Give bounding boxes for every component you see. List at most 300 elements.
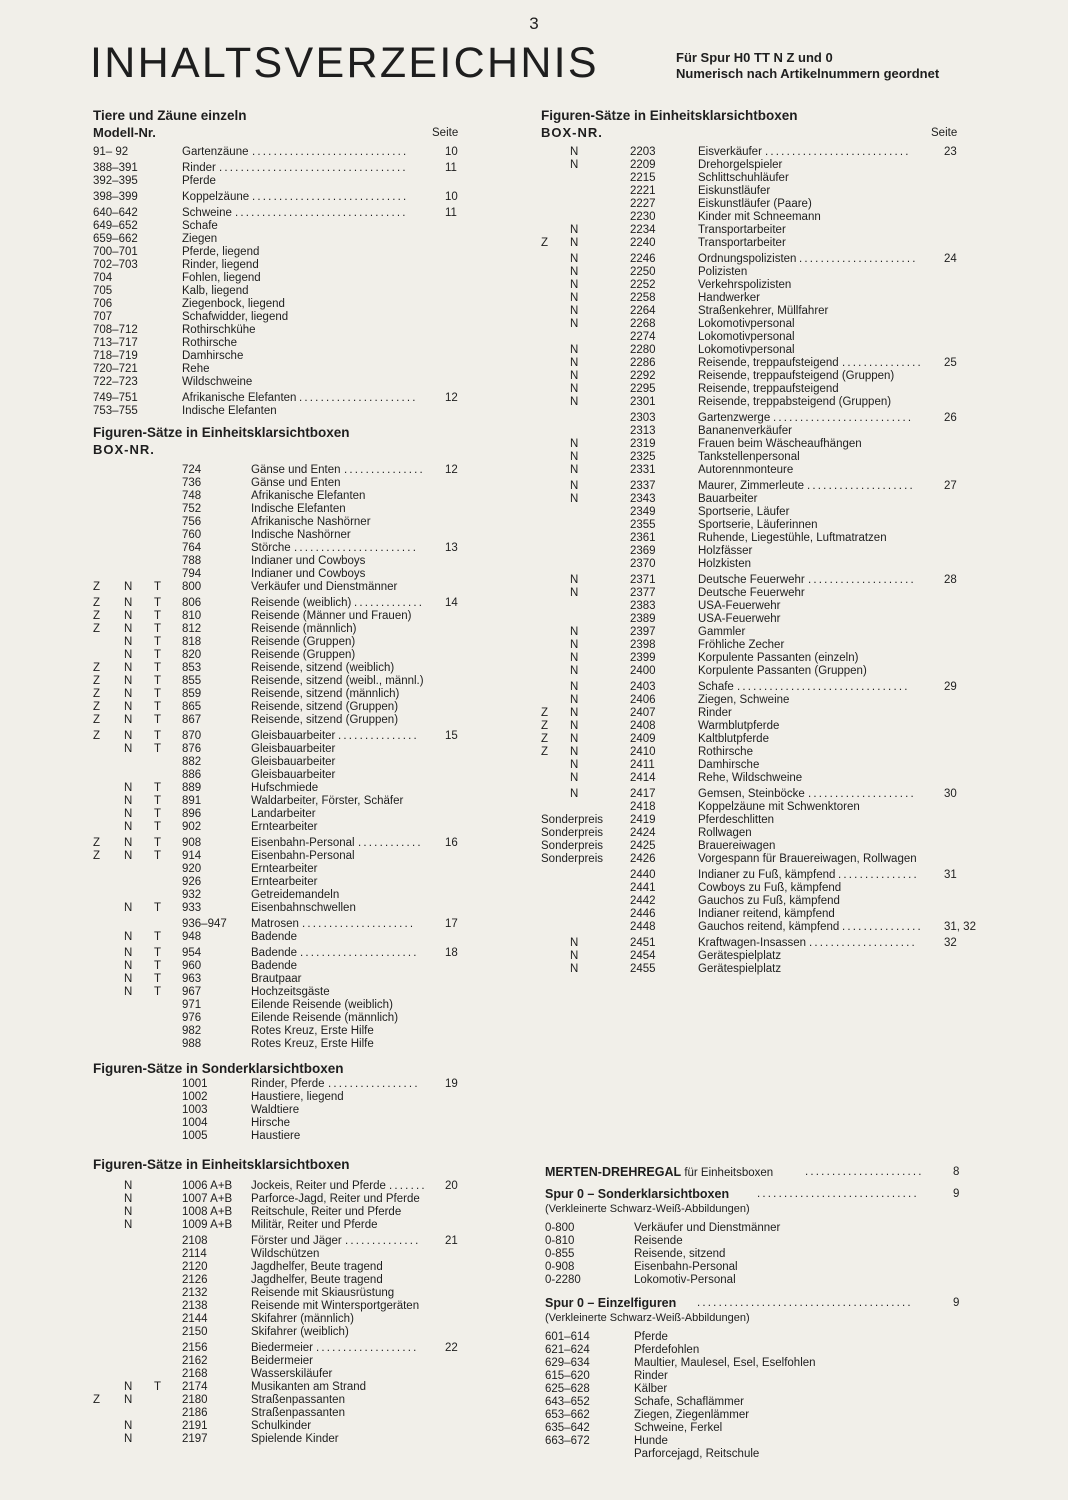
leader-dots: ....................... — [294, 542, 419, 554]
box-number: 1007 A+B — [182, 1193, 233, 1205]
column-label: BOX-NR. — [541, 125, 603, 140]
box-number: 756 — [182, 516, 202, 528]
box-number: 2446 — [630, 908, 656, 920]
gauge-n: N — [124, 902, 133, 914]
entry-title: Reisende — [634, 1235, 683, 1247]
gauge-z: Z — [93, 581, 101, 593]
list-item — [545, 1370, 985, 1383]
gauge-n: N — [570, 707, 579, 719]
subtitle-line-2: Numerisch nach Artikelnummern geordnet — [676, 66, 940, 81]
gauge-n: N — [124, 610, 133, 622]
box-number: 936–947 — [182, 918, 227, 930]
entry-title: Transportarbeiter — [698, 237, 786, 249]
box-number: 2156 — [182, 1342, 208, 1354]
list-item — [93, 876, 463, 889]
box-number: 865 — [182, 701, 202, 713]
box-number: 853 — [182, 662, 202, 674]
box-number: 2303 — [630, 412, 656, 424]
page-ref: 8 — [953, 1166, 960, 1178]
entry-title: Korpulente Passanten (einzeln) — [698, 652, 859, 664]
list-item — [541, 963, 991, 976]
box-number: 2410 — [630, 746, 656, 758]
gauge-n: N — [570, 720, 579, 732]
entry-title: Schafe, Schaflämmer — [634, 1396, 744, 1408]
page-ref: 11 — [445, 162, 457, 174]
section-title: Figuren-Sätze in Sonderklarsichtboxen — [93, 1061, 344, 1076]
list-item — [541, 146, 991, 159]
gauge-tt: T — [154, 675, 162, 687]
leader-dots: ............... — [838, 869, 919, 881]
box-number: 2426 — [630, 853, 656, 865]
entry-title: Bananenverkäufer — [698, 425, 792, 437]
section-title: Tiere und Zäune einzeln — [93, 108, 247, 123]
list-item — [541, 895, 991, 908]
gauge-tt: T — [154, 782, 162, 794]
entry-title: Koppelzäune — [182, 191, 250, 203]
box-number: 2406 — [630, 694, 656, 706]
list-item — [93, 1117, 463, 1130]
gauge-tt: T — [154, 931, 162, 943]
page-ref: 30 — [944, 788, 957, 800]
box-number: 859 — [182, 688, 202, 700]
box-number: 760 — [182, 529, 202, 541]
entry-title: Lokomotivpersonal — [698, 318, 795, 330]
list-item — [541, 869, 991, 882]
box-number: 810 — [182, 610, 202, 622]
entry-title: USA-Feuerwehr — [698, 600, 781, 612]
gauge-n: N — [124, 1394, 133, 1406]
entry-title: Gauchos reitend, kämpfend — [698, 921, 840, 933]
entry-title: Kalb, liegend — [182, 285, 249, 297]
gauge-n: N — [124, 1381, 133, 1393]
box-number: 2221 — [630, 185, 656, 197]
box-number: 818 — [182, 636, 202, 648]
entry-title: Gänse und Enten — [251, 477, 341, 489]
gauge-z: Z — [93, 850, 101, 862]
gauge-n: N — [570, 266, 579, 278]
entry-title: Ziegen, Schweine — [698, 694, 790, 706]
entry-title: Reisende, sitzend (weibl., männl.) — [251, 675, 424, 687]
model-number: 91– 92 — [93, 146, 129, 158]
entry-title: Reisende (Gruppen) — [251, 649, 356, 661]
box-number: 1004 — [182, 1117, 208, 1129]
gauge-tt: T — [154, 662, 162, 674]
page-ref: 16 — [445, 837, 458, 849]
list-item — [93, 1025, 463, 1038]
gauge-n: N — [570, 451, 579, 463]
list-item — [93, 1355, 463, 1368]
leader-dots: ............. — [354, 597, 425, 609]
box-number: 876 — [182, 743, 202, 755]
gauge-z: Z — [93, 623, 101, 635]
entry-title: Sportserie, Läufer — [698, 506, 790, 518]
gauge-n: N — [124, 986, 133, 998]
entry-title: Pferdefohlen — [634, 1344, 700, 1356]
box-number: 948 — [182, 931, 202, 943]
entry-title: Rinder — [182, 162, 216, 174]
entry-title: Gleisbauarbeiter — [251, 769, 336, 781]
gauge-n: N — [570, 305, 579, 317]
gauge-tt: T — [154, 947, 162, 959]
leader-dots: .................... — [808, 574, 916, 586]
page-ref: 9 — [953, 1297, 960, 1309]
entry-title: Eiskunstläufer — [698, 185, 771, 197]
model-number: 713–717 — [93, 337, 138, 349]
list-item — [545, 1409, 985, 1422]
spur-note: (Verkleinerte Schwarz-Weiß-Abbildungen) — [545, 1312, 750, 1324]
list-item — [93, 688, 463, 701]
article-number: 621–624 — [545, 1344, 590, 1356]
list-item — [541, 331, 991, 344]
list-item — [93, 918, 463, 931]
list-item — [93, 1078, 463, 1091]
list-item — [541, 383, 991, 396]
entry-title: Pferde, liegend — [182, 246, 260, 258]
list-item — [93, 363, 463, 376]
box-number: 1009 A+B — [182, 1219, 233, 1231]
leader-dots: ............... — [842, 357, 923, 369]
entry-title: Pferde — [634, 1331, 668, 1343]
gauge-n: N — [570, 950, 579, 962]
entry-title: Eisenbahn-Personal — [251, 850, 355, 862]
list-item — [545, 1222, 985, 1235]
box-number: 2398 — [630, 639, 656, 651]
list-item — [93, 233, 463, 246]
list-item — [541, 665, 991, 678]
gauge-z: Z — [93, 688, 101, 700]
box-number: 2150 — [182, 1326, 208, 1338]
list-item — [541, 694, 991, 707]
section-title: Figuren-Sätze in Einheitsklarsichtboxen — [93, 425, 350, 440]
list-item — [93, 1180, 463, 1193]
list-item — [541, 506, 991, 519]
box-number: 914 — [182, 850, 202, 862]
gauge-n: N — [570, 159, 579, 171]
page-ref: 32 — [944, 937, 957, 949]
box-number: 2411 — [630, 759, 655, 771]
gauge-n: N — [570, 318, 579, 330]
leader-dots: ................................ — [235, 207, 408, 219]
list-item — [93, 1300, 463, 1313]
entry-title: Pferdeschlitten — [698, 814, 775, 826]
list-item — [541, 587, 991, 600]
page-ref: 28 — [944, 574, 957, 586]
list-item — [93, 162, 463, 175]
box-number: 2120 — [182, 1261, 208, 1273]
box-number: 2197 — [182, 1433, 208, 1445]
entry-title: Störche — [251, 542, 291, 554]
entry-list — [93, 146, 463, 418]
box-number: 812 — [182, 623, 202, 635]
box-number: 2234 — [630, 224, 656, 236]
box-number: 800 — [182, 581, 202, 593]
entry-title: Schlittschuhläufer — [698, 172, 789, 184]
section-title: Figuren-Sätze in Einheitsklarsichtboxen — [541, 108, 798, 123]
list-item — [541, 626, 991, 639]
list-item — [541, 412, 991, 425]
entry-title: USA-Feuerwehr — [698, 613, 781, 625]
leader-dots: ...................... — [805, 1166, 924, 1178]
entry-title: Afrikanische Nashörner — [251, 516, 371, 528]
box-number: 764 — [182, 542, 202, 554]
gauge-tt: T — [154, 743, 162, 755]
gauge-n: N — [124, 782, 133, 794]
entry-title: Hufschmiede — [251, 782, 319, 794]
list-item — [93, 298, 463, 311]
entry-title: Schafwidder, liegend — [182, 311, 289, 323]
list-item — [541, 305, 991, 318]
page-ref: 12 — [445, 464, 458, 476]
box-number: 1003 — [182, 1104, 208, 1116]
gauge-z: Z — [93, 675, 101, 687]
entry-title: Wildschweine — [182, 376, 253, 388]
box-number: 2209 — [630, 159, 656, 171]
list-item — [541, 438, 991, 451]
list-item — [93, 568, 463, 581]
gauge-n: N — [570, 772, 579, 784]
list-item — [93, 1326, 463, 1339]
entry-title: Reisende, treppaufsteigend (Gruppen) — [698, 370, 895, 382]
page-ref: 29 — [944, 681, 957, 693]
list-item — [93, 1407, 463, 1420]
box-number: 724 — [182, 464, 202, 476]
list-item — [541, 814, 991, 827]
list-item — [541, 853, 991, 866]
gauge-or-note: Z — [541, 237, 549, 249]
entry-title: Tankstellenpersonal — [698, 451, 800, 463]
subtitle — [676, 50, 939, 82]
page-ref: 19 — [445, 1078, 458, 1090]
list-item — [541, 464, 991, 477]
model-number: 720–721 — [93, 363, 138, 375]
list-item — [541, 279, 991, 292]
gauge-n: N — [124, 973, 133, 985]
subtitle-line-1: Für Spur H0 TT N Z und 0 — [676, 50, 833, 65]
gauge-tt: T — [154, 973, 162, 985]
list-item — [541, 827, 991, 840]
list-item — [93, 1368, 463, 1381]
list-item — [541, 318, 991, 331]
leader-dots: ............... — [842, 921, 923, 933]
box-number: 2417 — [630, 788, 656, 800]
entry-title: Verkäufer und Dienstmänner — [251, 581, 398, 593]
gauge-tt: T — [154, 1381, 162, 1393]
entry-title: Cowboys zu Fuß, kämpfend — [698, 882, 842, 894]
box-number: 2144 — [182, 1313, 208, 1325]
box-number: 882 — [182, 756, 202, 768]
entry-title: Lokomotiv-Personal — [634, 1274, 736, 1286]
gauge-n: N — [124, 931, 133, 943]
gauge-n: N — [124, 714, 133, 726]
entry-title: Koppelzäune mit Schwenktoren — [698, 801, 860, 813]
entry-title: Lokomotivpersonal — [698, 331, 795, 343]
entry-title: Fröhliche Zecher — [698, 639, 785, 651]
entry-title: Verkehrspolizisten — [698, 279, 792, 291]
box-number: 2126 — [182, 1274, 208, 1286]
list-item — [545, 1344, 985, 1357]
entry-title: Lokomotivpersonal — [698, 344, 795, 356]
box-number: 908 — [182, 837, 202, 849]
list-item — [541, 882, 991, 895]
entry-title: Maurer, Zimmerleute — [698, 480, 805, 492]
box-number: 976 — [182, 1012, 202, 1024]
entry-title: Wasserskiläufer — [251, 1368, 333, 1380]
entry-title: Gleisbauarbeiter — [251, 730, 336, 742]
merten-title: MERTEN-DREHREGAL — [545, 1165, 682, 1179]
entry-title: Reisende, treppaufsteigend — [698, 383, 839, 395]
entry-title: Schafe — [182, 220, 218, 232]
gauge-or-note: Sonderpreis — [541, 853, 604, 865]
box-number: 2409 — [630, 733, 656, 745]
list-item — [541, 772, 991, 785]
entry-list — [545, 1222, 985, 1287]
box-number: 954 — [182, 947, 202, 959]
model-number: 640–642 — [93, 207, 138, 219]
entry-title: Afrikanische Elefanten — [251, 490, 366, 502]
gauge-n: N — [570, 146, 579, 158]
box-number: 2186 — [182, 1407, 208, 1419]
gauge-z: Z — [93, 837, 101, 849]
list-item — [545, 1248, 985, 1261]
gauge-or-note: Sonderpreis — [541, 827, 604, 839]
list-item — [93, 146, 463, 159]
leader-dots: .............. — [345, 1235, 421, 1247]
entry-title: Ziegen, Ziegenlämmer — [634, 1409, 750, 1421]
list-item — [541, 425, 991, 438]
entry-title: Reisende, sitzend (Gruppen) — [251, 714, 399, 726]
list-item — [541, 266, 991, 279]
list-item — [93, 999, 463, 1012]
box-number: 2419 — [630, 814, 656, 826]
list-item — [93, 795, 463, 808]
list-item — [93, 782, 463, 795]
entry-title: Kinder mit Schneemann — [698, 211, 821, 223]
gauge-n: N — [124, 808, 133, 820]
entry-title: Landarbeiter — [251, 808, 316, 820]
entry-title: Schweine, Ferkel — [634, 1422, 723, 1434]
box-number: 2274 — [630, 331, 656, 343]
list-item — [93, 902, 463, 915]
box-number: 2203 — [630, 146, 656, 158]
box-number: 867 — [182, 714, 202, 726]
list-item — [541, 574, 991, 587]
list-item — [93, 259, 463, 272]
model-number: 704 — [93, 272, 113, 284]
box-number: 886 — [182, 769, 202, 781]
list-item — [93, 207, 463, 220]
entry-title: Hirsche — [251, 1117, 290, 1129]
entry-title: Getreidemandeln — [251, 889, 340, 901]
entry-title: Rehe — [182, 363, 210, 375]
entry-title: Rothirsche — [698, 746, 753, 758]
gauge-n: N — [570, 746, 579, 758]
entry-title: Frauen beim Wäscheaufhängen — [698, 438, 862, 450]
page-ref: 17 — [445, 918, 458, 930]
gauge-n: N — [124, 597, 133, 609]
entry-title: Badende — [251, 931, 298, 943]
list-item — [93, 516, 463, 529]
entry-title: Musikanten am Strand — [251, 1381, 367, 1393]
model-number: 708–712 — [93, 324, 138, 336]
gauge-n: N — [570, 587, 579, 599]
box-number: 820 — [182, 649, 202, 661]
page-ref: 9 — [953, 1188, 960, 1200]
leader-dots: ............................. — [252, 146, 409, 158]
entry-title: Reisende (weiblich) — [251, 597, 352, 609]
gauge-n: N — [124, 1433, 133, 1445]
leader-dots: ...................... — [300, 947, 419, 959]
leader-dots: ............... — [338, 730, 419, 742]
model-number: 753–755 — [93, 405, 138, 417]
article-number: 663–672 — [545, 1435, 590, 1447]
entry-title: Bauarbeiter — [698, 493, 758, 505]
list-item — [93, 1206, 463, 1219]
list-item — [93, 1193, 463, 1206]
entry-title: Wildschützen — [251, 1248, 320, 1260]
gauge-n: N — [124, 581, 133, 593]
gauge-z: Z — [93, 701, 101, 713]
gauge-n: N — [570, 694, 579, 706]
leader-dots: ........................... — [765, 146, 911, 158]
list-item — [93, 392, 463, 405]
list-item — [93, 986, 463, 999]
page-ref: 14 — [445, 597, 458, 609]
box-number: 806 — [182, 597, 202, 609]
box-number: 870 — [182, 730, 202, 742]
list-item — [93, 714, 463, 727]
list-item — [541, 558, 991, 571]
entry-title: Jagdhelfer, Beute tragend — [251, 1261, 383, 1273]
entry-title: Erntearbeiter — [251, 863, 318, 875]
model-number: 706 — [93, 298, 113, 310]
box-number: 2280 — [630, 344, 656, 356]
list-item — [93, 220, 463, 233]
box-number: 2414 — [630, 772, 656, 784]
entry-title: Damhirsche — [182, 350, 244, 362]
box-number: 982 — [182, 1025, 202, 1037]
box-number: 2325 — [630, 451, 656, 463]
list-item — [93, 285, 463, 298]
box-number: 920 — [182, 863, 202, 875]
gauge-tt: T — [154, 960, 162, 972]
box-number: 2168 — [182, 1368, 208, 1380]
gauge-n: N — [124, 1206, 133, 1218]
gauge-tt: T — [154, 581, 162, 593]
list-item — [93, 555, 463, 568]
model-number: 649–652 — [93, 220, 138, 232]
gauge-tt: T — [154, 649, 162, 661]
article-number: 0-810 — [545, 1235, 575, 1247]
entry-title: Skifahrer (weiblich) — [251, 1326, 349, 1338]
list-item — [541, 480, 991, 493]
page-column-label: Seite — [432, 127, 459, 139]
entry-title: Reisende, treppaufsteigend — [698, 357, 839, 369]
entry-title: Rinder, liegend — [182, 259, 259, 271]
gauge-z: Z — [93, 1394, 101, 1406]
box-number: 2441 — [630, 882, 656, 894]
list-item — [541, 545, 991, 558]
leader-dots: .......................... — [773, 412, 914, 424]
list-item — [545, 1422, 985, 1435]
right-column — [541, 107, 991, 976]
model-number: 702–703 — [93, 259, 138, 271]
gauge-z: Z — [93, 714, 101, 726]
box-number: 2383 — [630, 600, 656, 612]
entry-title: Skifahrer (männlich) — [251, 1313, 354, 1325]
box-number: 2361 — [630, 532, 656, 544]
list-item — [93, 821, 463, 834]
leader-dots: ................................ — [737, 681, 910, 693]
